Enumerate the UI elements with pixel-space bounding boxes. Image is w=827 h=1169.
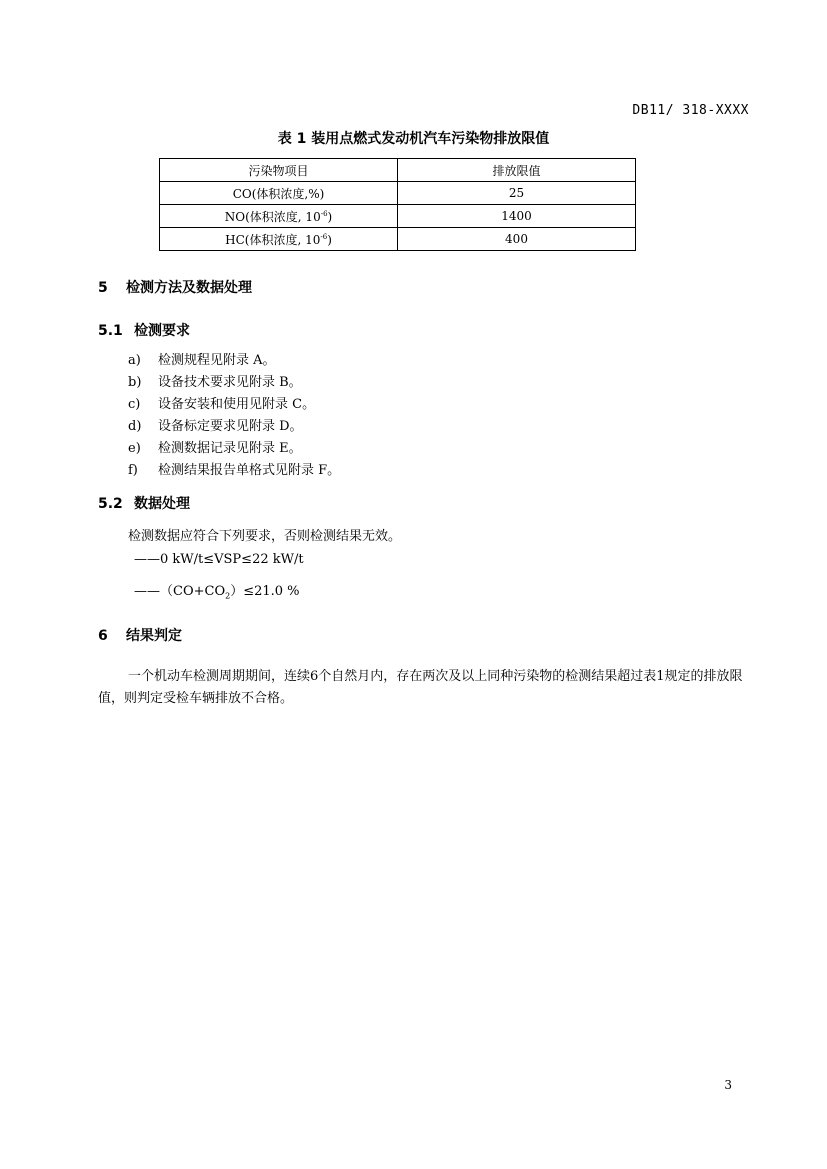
pollutant-name-end: ) (327, 232, 332, 247)
list-text: 设备标定要求见附录 D。 (158, 419, 303, 434)
list-marker: e) (128, 441, 141, 456)
section-5-1-heading (98, 320, 190, 340)
condition-vsp: ——0 kW/t≤VSP≤22 kW/t (134, 552, 304, 567)
table-title: 表 1 装用点燃式发动机汽车污染物排放限值 (277, 131, 550, 147)
table-row (160, 182, 636, 205)
condition-text: ——（CO+CO (134, 584, 226, 599)
table-header-row (160, 159, 636, 182)
list-item (128, 416, 340, 438)
list-marker: c) (128, 397, 141, 412)
pollutant-name-end: ) (327, 209, 333, 224)
table-row (160, 228, 636, 251)
pollutant-cell (160, 205, 398, 228)
limit-cell: 400 (398, 228, 636, 251)
section-title: 数据处理 (134, 496, 190, 512)
subscript: 2 (225, 591, 231, 601)
list-marker: d) (128, 419, 142, 434)
section-title: 检测方法及数据处理 (126, 280, 252, 296)
list-text: 设备技术要求见附录 B。 (158, 375, 302, 390)
section-title: 检测要求 (134, 323, 190, 339)
pollutant-name: CO(体积浓度,%) (232, 186, 325, 201)
pollutant-name: HC(体积浓度, 10 (225, 232, 321, 247)
list-text: 检测数据记录见附录 E。 (158, 441, 302, 456)
column-header-item: 污染物项目 (160, 159, 398, 182)
list-item (128, 460, 340, 482)
list-marker: a) (128, 353, 141, 368)
condition-co-co2 (134, 580, 300, 601)
list-text: 设备安装和使用见附录 C。 (158, 397, 316, 412)
limit-cell: 25 (398, 182, 636, 205)
list-marker: b) (128, 375, 142, 390)
list-item (128, 372, 340, 394)
section-number: 5.2 (98, 496, 123, 512)
document-code: DB11/ 318-XXXX (632, 103, 749, 118)
unit-exponent: -6 (320, 209, 328, 218)
section-5-heading (98, 277, 252, 297)
section-6-heading (98, 625, 182, 645)
table-row (160, 205, 636, 228)
pollutant-name: NO(体积浓度, 10 (224, 209, 321, 224)
section-number: 5 (98, 280, 108, 296)
list-item (128, 350, 340, 372)
list-item (128, 394, 340, 416)
column-header-limit: 排放限值 (398, 159, 636, 182)
emission-limits-table (159, 158, 636, 251)
data-processing-intro: 检测数据应符合下列要求，否则检测结果无效。 (128, 529, 402, 544)
section-5-2-heading (98, 493, 190, 513)
condition-text-end: ）≤21.0 % (230, 584, 300, 599)
unit-exponent: -6 (320, 232, 328, 241)
pollutant-cell (160, 182, 398, 205)
pollutant-cell (160, 228, 398, 251)
list-text: 检测规程见附录 A。 (158, 353, 276, 368)
section-title: 结果判定 (126, 628, 182, 644)
section-number: 5.1 (98, 323, 123, 339)
result-determination-paragraph: 一个机动车检测周期期间，连续6个自然月内，存在两次及以上同种污染物的检测结果超过表1规定的排放限值，则判定受检车辆排放不合格。 (98, 669, 743, 706)
list-text: 检测结果报告单格式见附录 F。 (158, 463, 341, 478)
page-number: 3 (724, 1078, 732, 1092)
limit-cell: 1400 (398, 205, 636, 228)
section-number: 6 (98, 628, 108, 644)
requirements-list (128, 350, 340, 482)
list-item (128, 438, 340, 460)
list-marker: f) (128, 463, 138, 478)
